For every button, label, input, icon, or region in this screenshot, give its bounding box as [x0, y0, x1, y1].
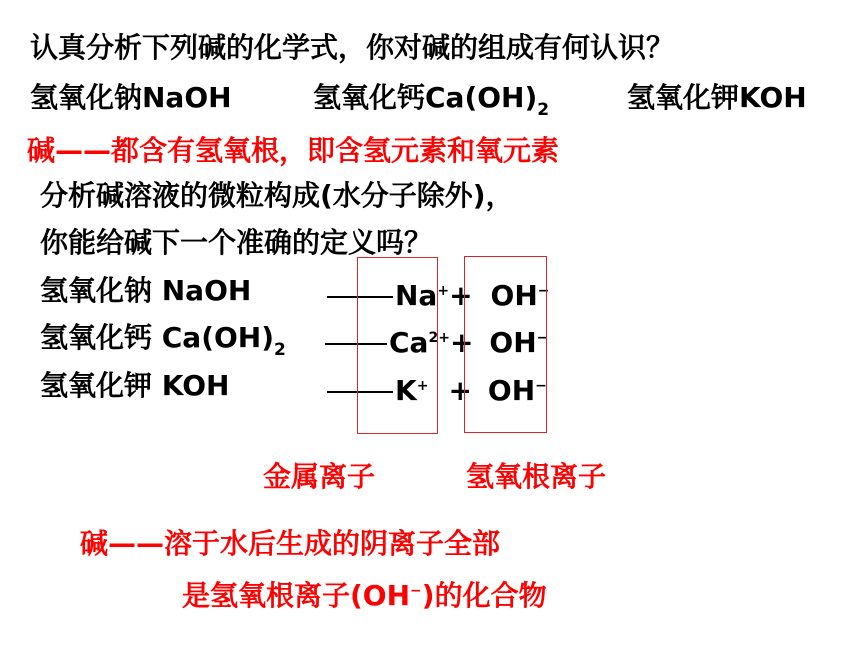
ion-row-caoh2 — [40, 321, 286, 367]
ion-row-naoh — [40, 274, 251, 308]
hydroxide-ion-box — [464, 256, 547, 433]
definition-text-a: 是氢氧根离子(OH — [182, 579, 411, 612]
anion: OH — [489, 326, 537, 359]
label-metal-ion: 金属离子 — [263, 460, 376, 493]
cation: Na — [395, 279, 438, 312]
conclusion-composition: 碱——都含有氢氧根，即含氢元素和氧元素 — [27, 134, 560, 167]
definition-text-b: )的化合物 — [421, 579, 547, 612]
metal-ion-box — [357, 257, 438, 434]
question-text: 认真分析下列碱的化学式，你对碱的组成有何认识？ — [30, 31, 675, 64]
compound-name: 氢氧化钠 NaOH — [40, 274, 252, 307]
cation: Ca — [389, 326, 429, 359]
plus-sign: + — [448, 374, 472, 407]
ion-row-koh — [40, 369, 229, 403]
definition-line-1: 碱——溶于水后生成的阴离子全部 — [80, 527, 501, 560]
anion-charge: − — [535, 378, 547, 394]
plus-sign: + — [449, 326, 474, 359]
formula-caoh2-subscript: 2 — [537, 100, 550, 120]
formula-caoh2-name: 氢氧化钙Ca(OH) — [313, 81, 538, 114]
cation: K — [395, 374, 417, 407]
label-hydroxide-ion: 氢氧根离子 — [466, 460, 607, 493]
cation-charge: 2+ — [428, 330, 450, 346]
definition-line-2 — [182, 574, 547, 613]
anion: OH — [487, 374, 536, 407]
definition-charge: − — [410, 583, 422, 599]
prompt-definition: 你能给碱下一个准确的定义吗？ — [40, 226, 433, 259]
formula-naoh: 氢氧化钠NaOH — [30, 81, 232, 114]
plus-sign: + — [449, 279, 473, 312]
compound-subscript: 2 — [274, 340, 286, 360]
compound-name: 氢氧化钙 Ca(OH) — [40, 321, 275, 354]
anion-charge: − — [536, 330, 549, 346]
cation-charge: + — [437, 283, 450, 299]
anion-charge: − — [537, 283, 550, 299]
formula-koh: 氢氧化钾KOH — [627, 81, 807, 114]
prompt-particles: 分析碱溶液的微粒构成(水分子除外)， — [40, 179, 514, 212]
formula-caoh2 — [313, 81, 549, 127]
compound-name: 氢氧化钾 KOH — [40, 369, 230, 402]
cation-charge: + — [416, 378, 429, 394]
anion: OH — [490, 279, 538, 312]
